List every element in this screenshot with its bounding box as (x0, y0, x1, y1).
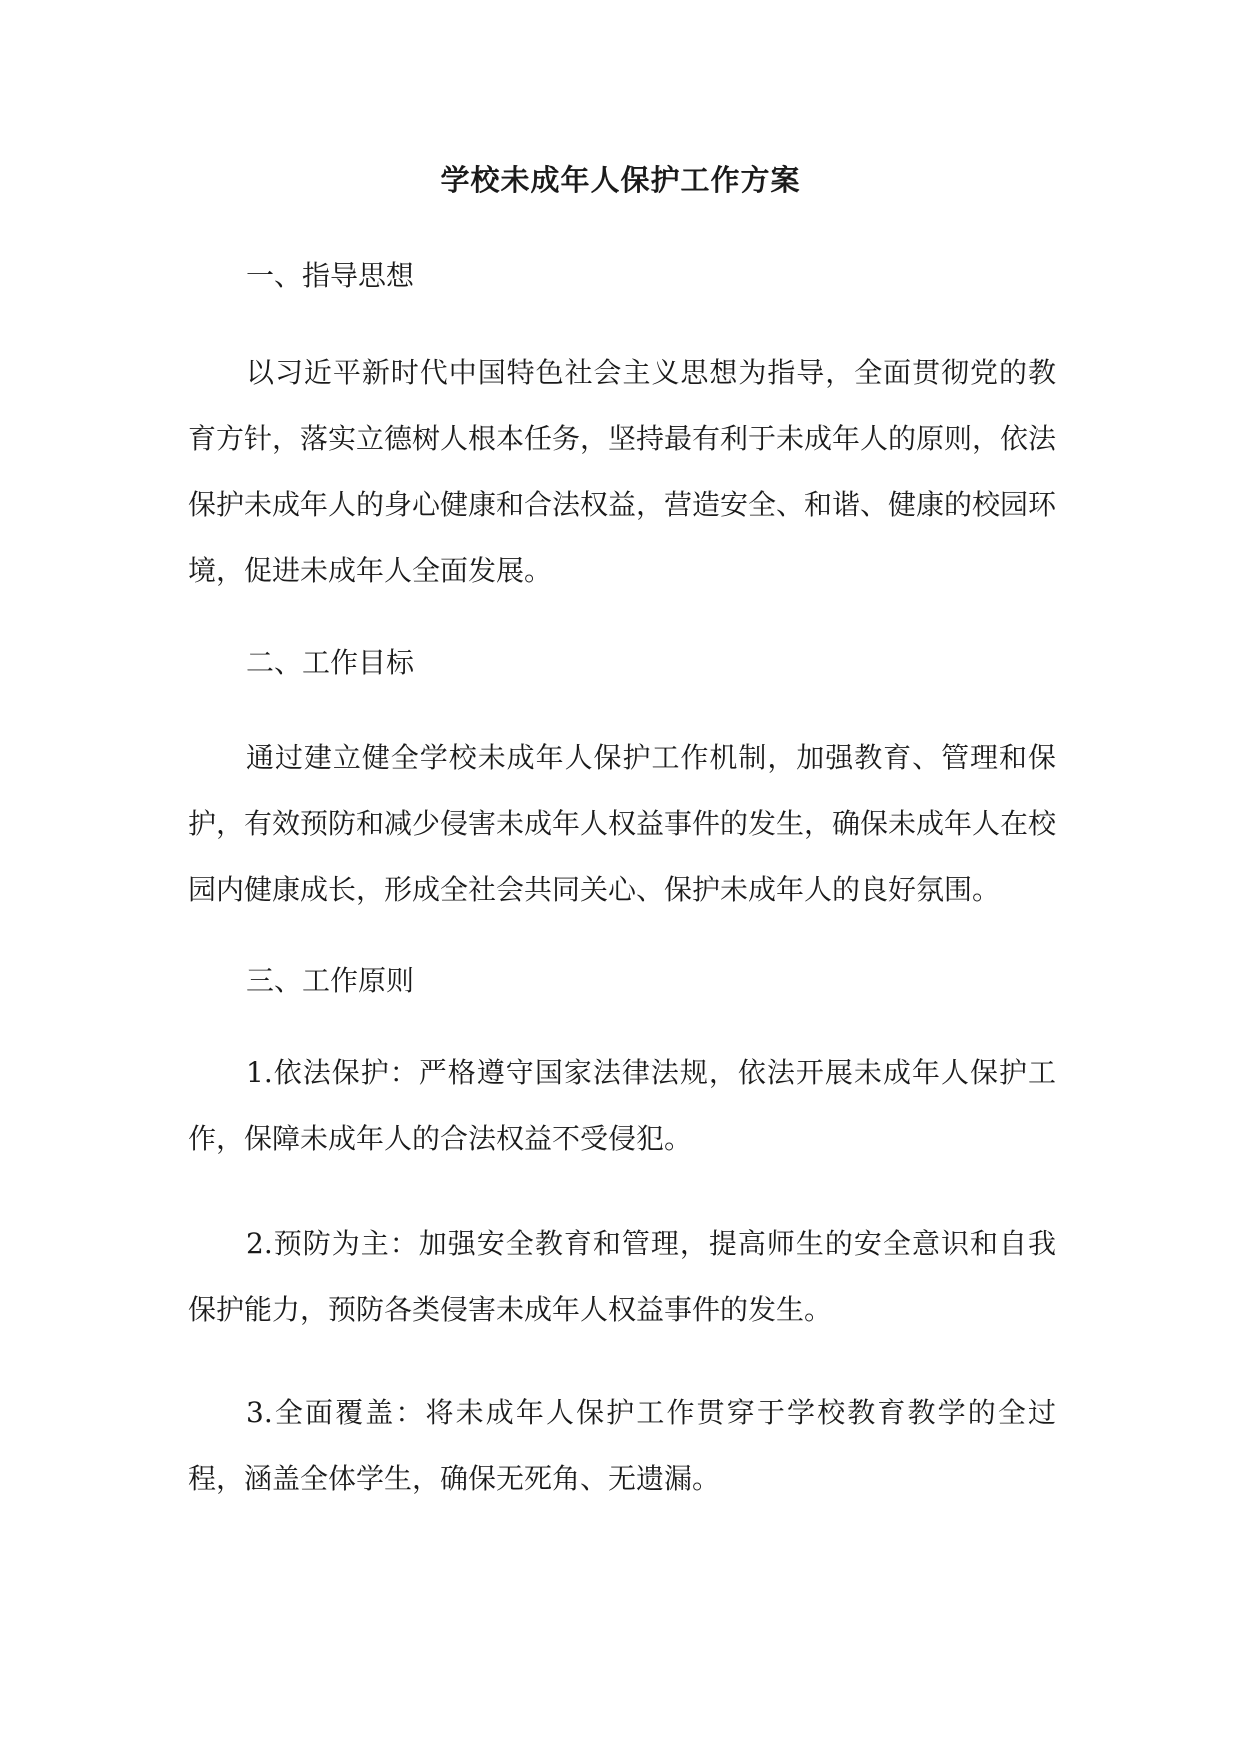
section-heading-work-goals: 二、工作目标 (246, 646, 415, 679)
document-title: 学校未成年人保护工作方案 (440, 163, 801, 197)
paragraph-guiding-ideology: 以习近平新时代中国特色社会主义思想为指导，全面贯彻党的教育方针，落实立德树人根本任务，坚持最有利于未成年人的原则，依法保护未成年人的身心健康和合法权益，营造安全、和谐、健康的校园环境，促进未成年人全面发展。 (188, 356, 1057, 587)
paragraph-principle-legal-protection: 1.依法保护：严格遵守国家法律法规，依法开展未成年人保护工作，保障未成年人的合法权益不受侵犯。 (188, 1056, 1056, 1155)
paragraph-principle-prevention-first: 2.预防为主：加强安全教育和管理，提高师生的安全意识和自我保护能力，预防各类侵害未成年人权益事件的发生。 (188, 1227, 1056, 1326)
section-heading-guiding-ideology: 一、指导思想 (246, 259, 415, 292)
paragraph-work-goals: 通过建立健全学校未成年人保护工作机制，加强教育、管理和保护，有效预防和减少侵害未成年人权益事件的发生，确保未成年人在校园内健康成长，形成全社会共同关心、保护未成年人的良好氛围。 (188, 741, 1057, 906)
paragraph-principle-full-coverage: 3.全面覆盖：将未成年人保护工作贯穿于学校教育教学的全过程，涵盖全体学生，确保无死角、无遗漏。 (188, 1396, 1056, 1495)
section-heading-work-principles: 三、工作原则 (246, 964, 415, 997)
